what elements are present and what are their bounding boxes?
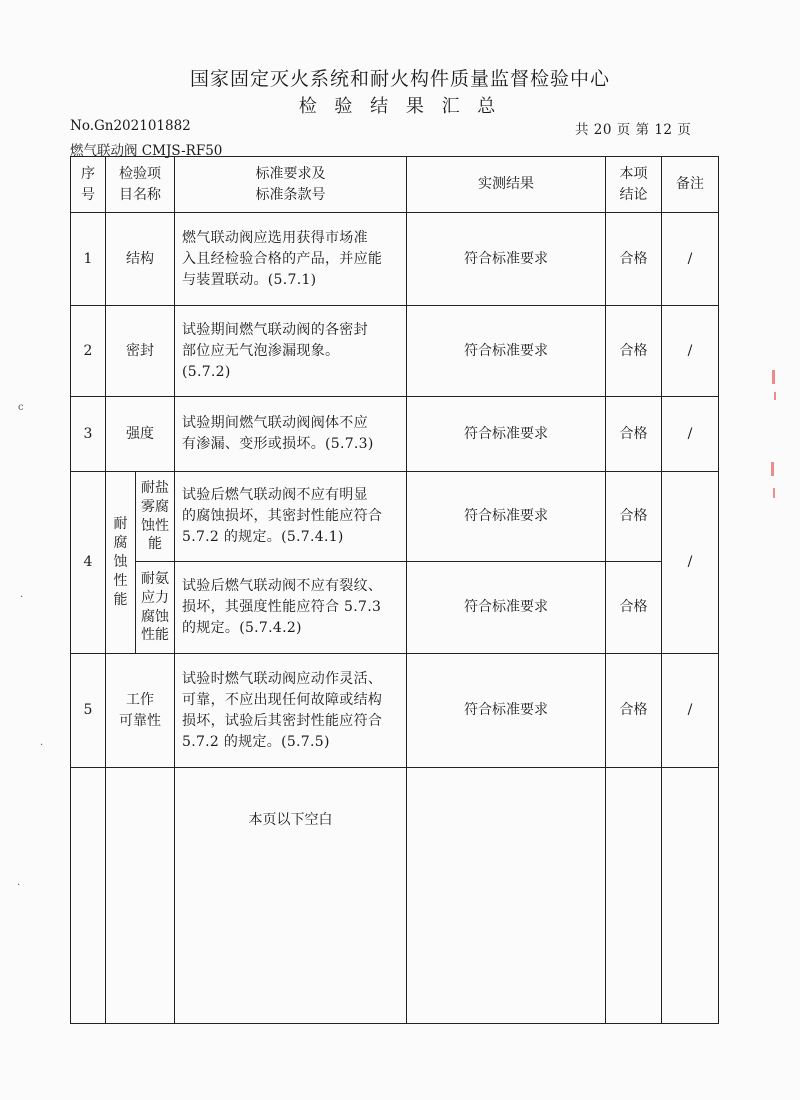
row-seq: 4 <box>71 472 106 654</box>
row-standard: 试验期间燃气联动阀的各密封 部位应无气泡渗漏现象。 (5.7.2) <box>175 306 407 397</box>
doc-title: 检 验 结 果 汇 总 <box>298 96 502 117</box>
col-header-standard: 标准要求及 标准条款号 <box>175 157 407 213</box>
row-result: 符合标准要求 <box>407 213 606 306</box>
table-row <box>71 472 719 562</box>
row-conclusion: 合格 <box>606 213 662 306</box>
row-subitem: 耐盐 雾腐 蚀性 能 <box>136 472 175 562</box>
results-table <box>70 156 719 1024</box>
row-subitem: 耐氨 应力 腐蚀 性能 <box>136 562 175 654</box>
scan-speck: c <box>18 402 24 413</box>
row-item: 密封 <box>106 306 175 397</box>
row-remark: / <box>662 397 719 472</box>
col-header-seq: 序 号 <box>71 157 106 213</box>
row-standard: 试验后燃气联动阀不应有明显 的腐蚀损坏，其密封性能应符合 5.7.2 的规定。(5.7.4.1) <box>175 472 407 562</box>
scan-speck: · <box>20 592 24 603</box>
report-number: No.Gn202101882 <box>70 118 191 134</box>
row-seq: 3 <box>71 397 106 472</box>
row-conclusion: 合格 <box>606 472 662 562</box>
row-item: 结构 <box>106 213 175 306</box>
col-header-conclusion: 本项 结论 <box>606 157 662 213</box>
row-seq: 2 <box>71 306 106 397</box>
table-row <box>71 306 719 397</box>
col-header-item: 检验项 目名称 <box>106 157 175 213</box>
row-result: 符合标准要求 <box>407 397 606 472</box>
table-row <box>71 654 719 768</box>
blank-cell <box>106 768 175 1024</box>
row-item: 工作 可靠性 <box>106 654 175 768</box>
product-name: 燃气联动阀 CMJS-RF50 <box>70 143 223 159</box>
row-seq: 5 <box>71 654 106 768</box>
scan-mark <box>772 370 775 384</box>
table-row <box>71 397 719 472</box>
org-title: 国家固定灭火系统和耐火构件质量监督检验中心 <box>189 68 610 90</box>
scan-mark <box>771 462 774 476</box>
blank-cell <box>662 768 719 1024</box>
table-row <box>71 213 719 306</box>
row-standard: 试验后燃气联动阀不应有裂纹、 损坏，其强度性能应符合 5.7.3 的规定。(5.7.4.2) <box>175 562 407 654</box>
row-item: 耐 腐 蚀 性 能 <box>106 472 136 654</box>
table-header-row <box>71 157 719 213</box>
row-standard: 试验期间燃气联动阀阀体不应 有渗漏、变形或损坏。(5.7.3) <box>175 397 407 472</box>
row-standard: 试验时燃气联动阀应动作灵活、 可靠，不应出现任何故障或结构 损坏，试验后其密封性能应符合 5.7.2 的规定。(5.7.5) <box>175 654 407 768</box>
page-count: 共 20 页 第 12 页 <box>575 122 692 138</box>
blank-cell <box>407 768 606 1024</box>
scan-speck: · <box>40 740 44 751</box>
row-seq: 1 <box>71 213 106 306</box>
row-remark: / <box>662 472 719 654</box>
table-row <box>71 562 719 654</box>
row-result: 符合标准要求 <box>407 306 606 397</box>
row-result: 符合标准要求 <box>407 562 606 654</box>
col-header-result: 实测结果 <box>407 157 606 213</box>
row-standard: 燃气联动阀应选用获得市场准 入且经检验合格的产品，并应能 与装置联动。(5.7.1) <box>175 213 407 306</box>
scan-mark <box>774 392 776 400</box>
blank-note: 本页以下空白 <box>175 768 407 1024</box>
row-remark: / <box>662 213 719 306</box>
scan-speck: · <box>17 880 21 891</box>
row-conclusion: 合格 <box>606 306 662 397</box>
row-result: 符合标准要求 <box>407 654 606 768</box>
blank-cell <box>606 768 662 1024</box>
row-remark: / <box>662 654 719 768</box>
row-conclusion: 合格 <box>606 654 662 768</box>
scan-mark <box>773 488 775 498</box>
blank-cell <box>71 768 106 1024</box>
row-item: 强度 <box>106 397 175 472</box>
row-remark: / <box>662 306 719 397</box>
row-conclusion: 合格 <box>606 397 662 472</box>
row-result: 符合标准要求 <box>407 472 606 562</box>
col-header-remark: 备注 <box>662 157 719 213</box>
row-conclusion: 合格 <box>606 562 662 654</box>
blank-row <box>71 768 719 1024</box>
